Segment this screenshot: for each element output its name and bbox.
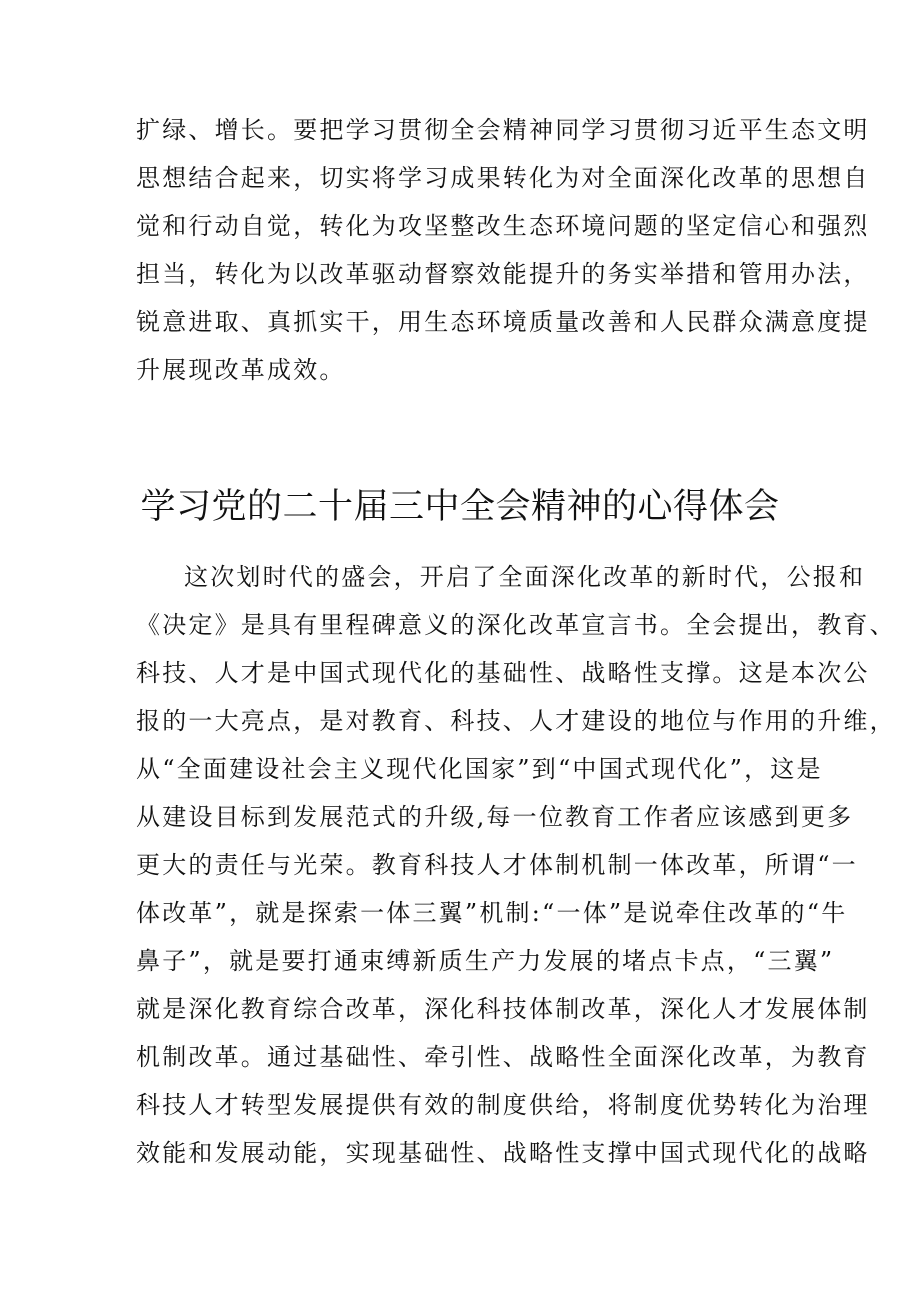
text-line: 科技、人才是中国式现代化的基础性、战略性支撑。这是本次公 bbox=[136, 659, 870, 687]
paragraph-continued bbox=[136, 106, 870, 394]
text-line: 这次划时代的盛会，开启了全面深化改革的新时代，公报和 bbox=[184, 563, 866, 591]
text-line: 扩绿、增长。要把学习贯彻全会精神同学习贯彻习近平生态文明 bbox=[136, 116, 870, 144]
text-line: 机制改革。通过基础性、牵引性、战略性全面深化改革，为教育 bbox=[136, 1043, 870, 1071]
paragraph-body bbox=[136, 553, 896, 1177]
text-line: 更大的责任与光荣。教育科技人才体制机制一体改革，所谓“一 bbox=[136, 851, 858, 879]
text-line: 思想结合起来，切实将学习成果转化为对全面深化改革的思想自 bbox=[136, 164, 870, 192]
text-line: 从“全面建设社会主义现代化国家”到“中国式现代化”，这是 bbox=[136, 755, 823, 783]
text-line: 从建设目标到发展范式的升级,每一位教育工作者应该感到更多 bbox=[136, 803, 854, 831]
text-line: 升展现改革成效。 bbox=[136, 356, 346, 384]
text-line: 鼻子”，就是要打通束缚新质生产力发展的堵点卡点，“三翼” bbox=[136, 947, 835, 975]
text-line: 担当，转化为以改革驱动督察效能提升的务实举措和管用办法， bbox=[136, 260, 870, 288]
text-line: 体改革”，就是探索一体三翼”机制:“一体”是说牵住改革的“牛 bbox=[136, 899, 848, 927]
text-line: 效能和发展动能，实现基础性、战略性支撑中国式现代化的战略 bbox=[136, 1139, 870, 1167]
text-line: 《决定》是具有里程碑意义的深化改革宣言书。全会提出，教育、 bbox=[136, 611, 896, 639]
text-line: 锐意进取、真抓实干，用生态环境质量改善和人民群众满意度提 bbox=[136, 308, 870, 336]
text-line: 科技人才转型发展提供有效的制度供给，将制度优势转化为治理 bbox=[136, 1091, 870, 1119]
text-line: 觉和行动自觉，转化为攻坚整改生态环境问题的坚定信心和强烈 bbox=[136, 212, 870, 240]
text-line: 就是深化教育综合改革，深化科技体制改革，深化人才发展体制 bbox=[136, 995, 870, 1023]
section-title: 学习党的二十届三中全会精神的心得体会 bbox=[140, 487, 780, 528]
text-line: 报的一大亮点，是对教育、科技、人才建设的地位与作用的升维， bbox=[136, 707, 896, 735]
